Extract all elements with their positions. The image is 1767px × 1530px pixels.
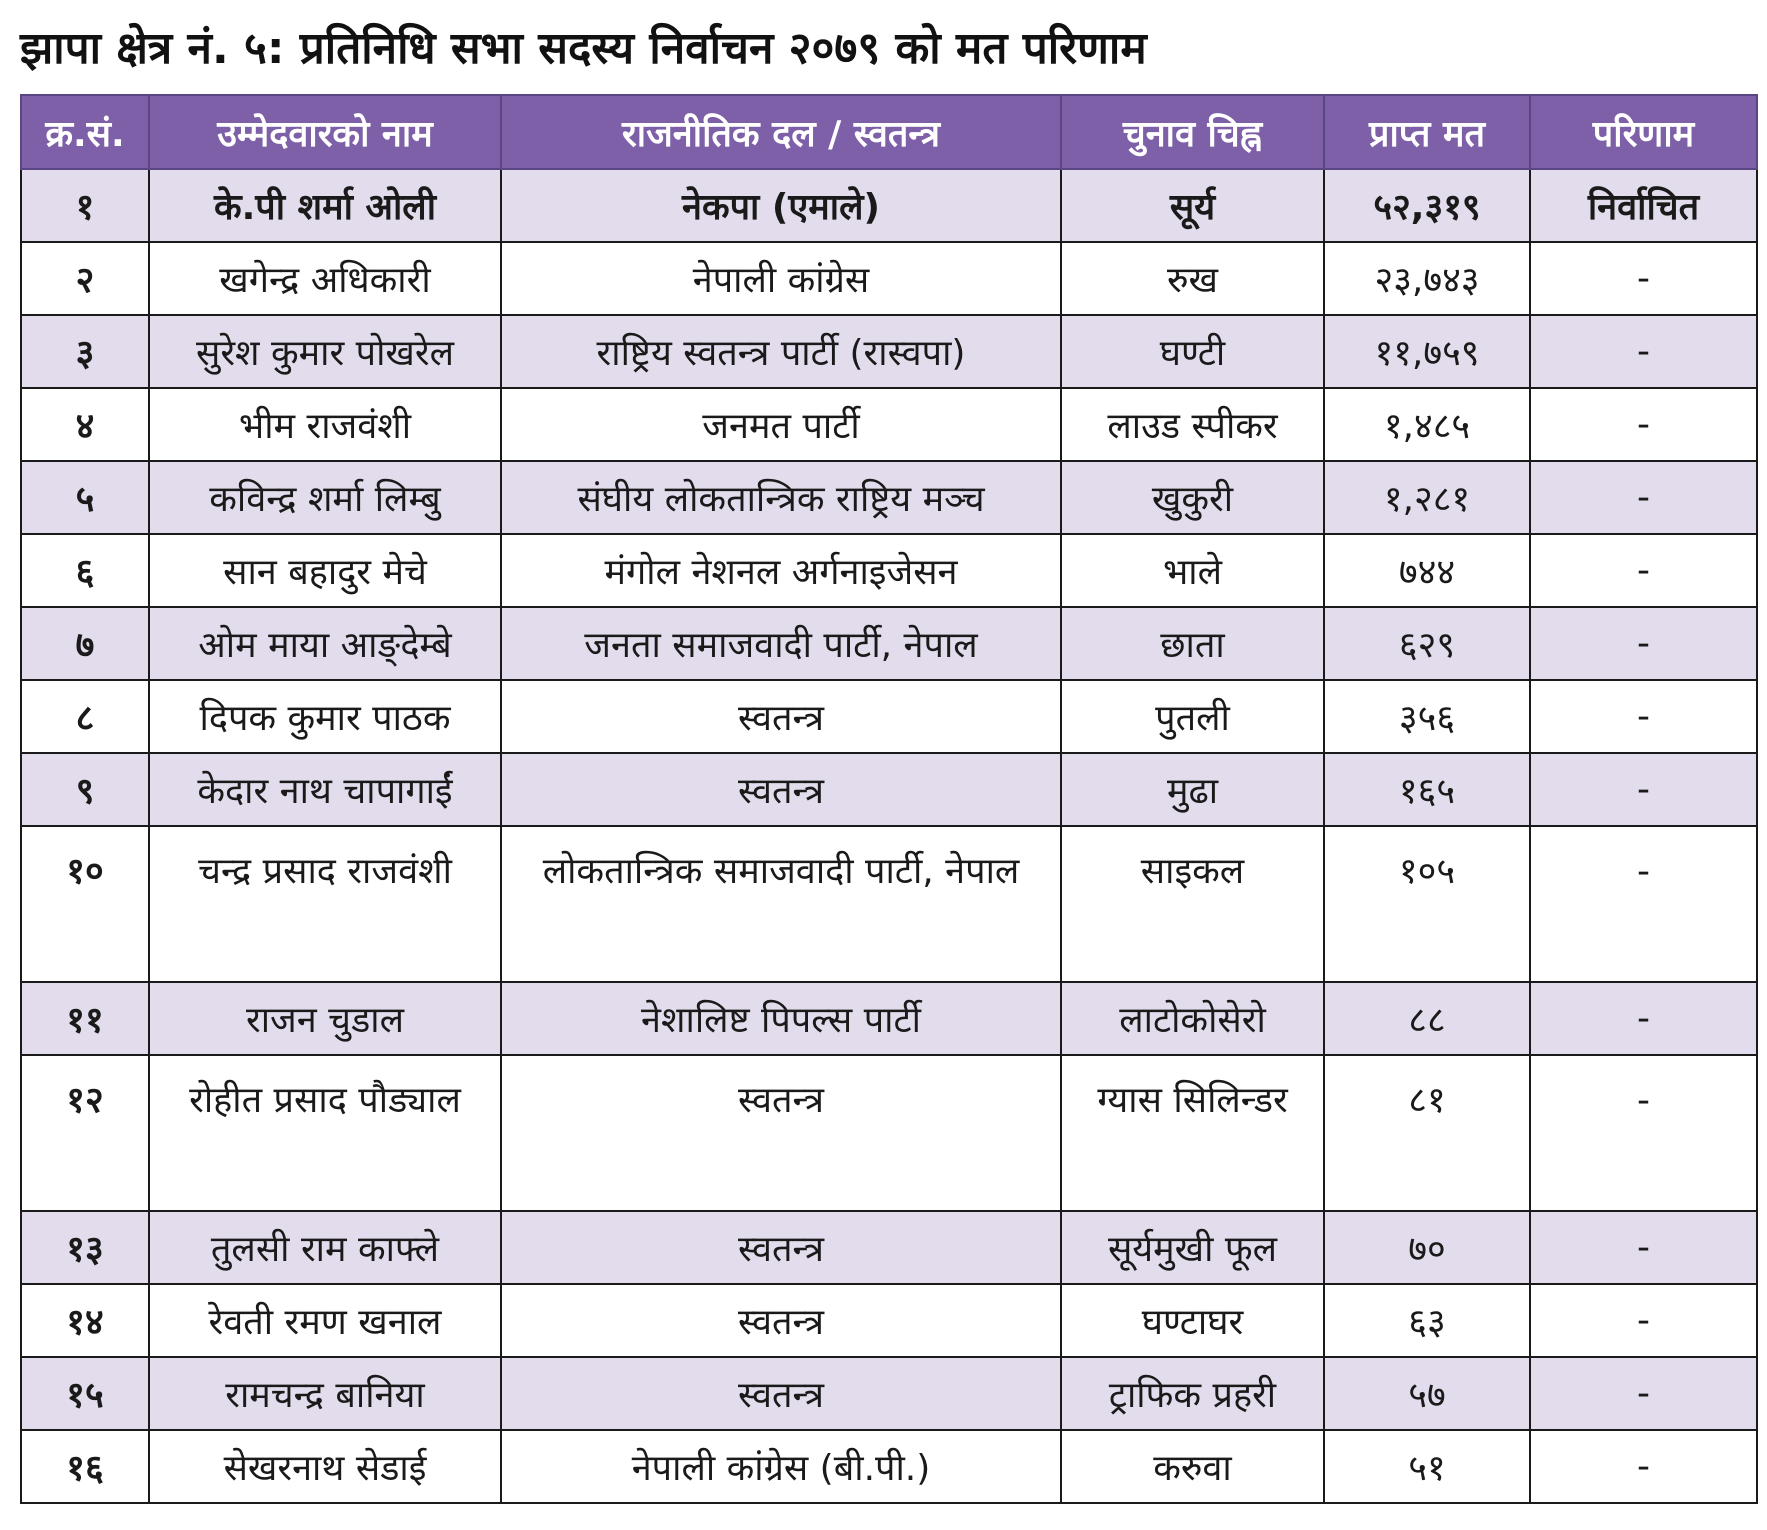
header-candidate-name: उम्मेदवारको नाम — [149, 95, 501, 169]
cell-serial-number: ११ — [21, 982, 149, 1055]
cell-candidate-name: भीम राजवंशी — [149, 388, 501, 461]
cell-party: नेपाली कांग्रेस (बी.पी.) — [501, 1430, 1061, 1503]
cell-votes: ३५६ — [1324, 680, 1530, 753]
cell-result: - — [1530, 1211, 1757, 1284]
page-title: झापा क्षेत्र नं. ५: प्रतिनिधि सभा सदस्य निर्वाचन २०७९ को मत परिणाम — [20, 23, 1147, 74]
cell-result: - — [1530, 982, 1757, 1055]
cell-serial-number: ४ — [21, 388, 149, 461]
table-row — [21, 461, 1757, 534]
cell-election-symbol: सूर्यमुखी फूल — [1061, 1211, 1324, 1284]
cell-candidate-name: रेवती रमण खनाल — [149, 1284, 501, 1357]
cell-election-symbol: घण्टी — [1061, 315, 1324, 388]
table-row — [21, 1357, 1757, 1430]
cell-serial-number: ६ — [21, 534, 149, 607]
cell-result: - — [1530, 1430, 1757, 1503]
cell-election-symbol: पुतली — [1061, 680, 1324, 753]
cell-party: स्वतन्त्र — [501, 680, 1061, 753]
header-serial-number: क्र.सं. — [21, 95, 149, 169]
cell-election-symbol: साइकल — [1061, 826, 1324, 982]
cell-votes: ५७ — [1324, 1357, 1530, 1430]
cell-election-symbol: ग्यास सिलिन्डर — [1061, 1055, 1324, 1211]
cell-candidate-name: केदार नाथ चापागाईं — [149, 753, 501, 826]
cell-votes: १०५ — [1324, 826, 1530, 982]
cell-serial-number: १३ — [21, 1211, 149, 1284]
cell-serial-number: २ — [21, 242, 149, 315]
table-row — [21, 1211, 1757, 1284]
table-header-row — [21, 95, 1757, 169]
cell-election-symbol: मुढा — [1061, 753, 1324, 826]
cell-serial-number: ८ — [21, 680, 149, 753]
cell-candidate-name: सेखरनाथ सेडाई — [149, 1430, 501, 1503]
table-row — [21, 1430, 1757, 1503]
cell-candidate-name: के.पी शर्मा ओली — [149, 169, 501, 242]
cell-votes: ७४४ — [1324, 534, 1530, 607]
cell-party: नेकपा (एमाले) — [501, 169, 1061, 242]
cell-result: - — [1530, 534, 1757, 607]
cell-serial-number: १२ — [21, 1055, 149, 1211]
cell-result: - — [1530, 1055, 1757, 1211]
cell-result: - — [1530, 388, 1757, 461]
cell-party: स्वतन्त्र — [501, 753, 1061, 826]
cell-candidate-name: कविन्द्र शर्मा लिम्बु — [149, 461, 501, 534]
table-row — [21, 680, 1757, 753]
table-row — [21, 169, 1757, 242]
table-row — [21, 388, 1757, 461]
table-row — [21, 242, 1757, 315]
header-election-symbol: चुनाव चिह्न — [1061, 95, 1324, 169]
cell-serial-number: १४ — [21, 1284, 149, 1357]
cell-candidate-name: सान बहादुर मेचे — [149, 534, 501, 607]
cell-election-symbol: लाटोकोसेरो — [1061, 982, 1324, 1055]
header-result: परिणाम — [1530, 95, 1757, 169]
cell-election-symbol: भाले — [1061, 534, 1324, 607]
table-row — [21, 753, 1757, 826]
cell-candidate-name: तुलसी राम काफ्ले — [149, 1211, 501, 1284]
cell-result: - — [1530, 826, 1757, 982]
cell-election-symbol: खुकुरी — [1061, 461, 1324, 534]
cell-result: - — [1530, 680, 1757, 753]
cell-party: मंगोल नेशनल अर्गनाइजेसन — [501, 534, 1061, 607]
cell-election-symbol: ट्राफिक प्रहरी — [1061, 1357, 1324, 1430]
table-row — [21, 982, 1757, 1055]
table-row — [21, 315, 1757, 388]
table-row — [21, 1284, 1757, 1357]
cell-party: नेपाली कांग्रेस — [501, 242, 1061, 315]
table-row — [21, 607, 1757, 680]
cell-serial-number: १५ — [21, 1357, 149, 1430]
cell-election-symbol: सूर्य — [1061, 169, 1324, 242]
cell-votes: ७० — [1324, 1211, 1530, 1284]
cell-candidate-name: राजन चुडाल — [149, 982, 501, 1055]
cell-party: राष्ट्रिय स्वतन्त्र पार्टी (रास्वपा) — [501, 315, 1061, 388]
cell-result: - — [1530, 753, 1757, 826]
cell-result: - — [1530, 461, 1757, 534]
cell-candidate-name: रोहीत प्रसाद पौड्याल — [149, 1055, 501, 1211]
cell-result: - — [1530, 242, 1757, 315]
cell-party: स्वतन्त्र — [501, 1055, 1061, 1211]
cell-candidate-name: रामचन्द्र बानिया — [149, 1357, 501, 1430]
cell-serial-number: १६ — [21, 1430, 149, 1503]
cell-votes: २३,७४३ — [1324, 242, 1530, 315]
results-table — [20, 94, 1758, 1504]
cell-votes: १,२८१ — [1324, 461, 1530, 534]
cell-party: स्वतन्त्र — [501, 1284, 1061, 1357]
header-party: राजनीतिक दल / स्वतन्त्र — [501, 95, 1061, 169]
cell-candidate-name: खगेन्द्र अधिकारी — [149, 242, 501, 315]
cell-result: - — [1530, 315, 1757, 388]
table-row — [21, 1055, 1757, 1211]
cell-serial-number: ९ — [21, 753, 149, 826]
cell-serial-number: १ — [21, 169, 149, 242]
cell-serial-number: ३ — [21, 315, 149, 388]
table-row — [21, 826, 1757, 982]
cell-party: लोकतान्त्रिक समाजवादी पार्टी, नेपाल — [501, 826, 1061, 982]
cell-election-symbol: रुख — [1061, 242, 1324, 315]
cell-party: नेशालिष्ट पिपल्स पार्टी — [501, 982, 1061, 1055]
cell-result: - — [1530, 1357, 1757, 1430]
cell-election-symbol: करुवा — [1061, 1430, 1324, 1503]
cell-party: स्वतन्त्र — [501, 1211, 1061, 1284]
cell-party: संघीय लोकतान्त्रिक राष्ट्रिय मञ्च — [501, 461, 1061, 534]
header-votes: प्राप्त मत — [1324, 95, 1530, 169]
cell-party: स्वतन्त्र — [501, 1357, 1061, 1430]
cell-votes: ५२,३१९ — [1324, 169, 1530, 242]
cell-party: जनता समाजवादी पार्टी, नेपाल — [501, 607, 1061, 680]
cell-votes: १६५ — [1324, 753, 1530, 826]
cell-candidate-name: दिपक कुमार पाठक — [149, 680, 501, 753]
cell-candidate-name: सुरेश कुमार पोखरेल — [149, 315, 501, 388]
cell-result: - — [1530, 1284, 1757, 1357]
cell-election-symbol: घण्टाघर — [1061, 1284, 1324, 1357]
cell-votes: ५१ — [1324, 1430, 1530, 1503]
cell-votes: ८८ — [1324, 982, 1530, 1055]
cell-election-symbol: लाउड स्पीकर — [1061, 388, 1324, 461]
cell-votes: ८१ — [1324, 1055, 1530, 1211]
cell-election-symbol: छाता — [1061, 607, 1324, 680]
cell-candidate-name: ओम माया आङ्देम्बे — [149, 607, 501, 680]
cell-party: जनमत पार्टी — [501, 388, 1061, 461]
cell-result: - — [1530, 607, 1757, 680]
table-row — [21, 534, 1757, 607]
cell-votes: ६३ — [1324, 1284, 1530, 1357]
cell-serial-number: ७ — [21, 607, 149, 680]
cell-candidate-name: चन्द्र प्रसाद राजवंशी — [149, 826, 501, 982]
cell-votes: १,४८५ — [1324, 388, 1530, 461]
cell-result: निर्वाचित — [1530, 169, 1757, 242]
cell-votes: ११,७५९ — [1324, 315, 1530, 388]
cell-serial-number: १० — [21, 826, 149, 982]
cell-votes: ६२९ — [1324, 607, 1530, 680]
cell-serial-number: ५ — [21, 461, 149, 534]
